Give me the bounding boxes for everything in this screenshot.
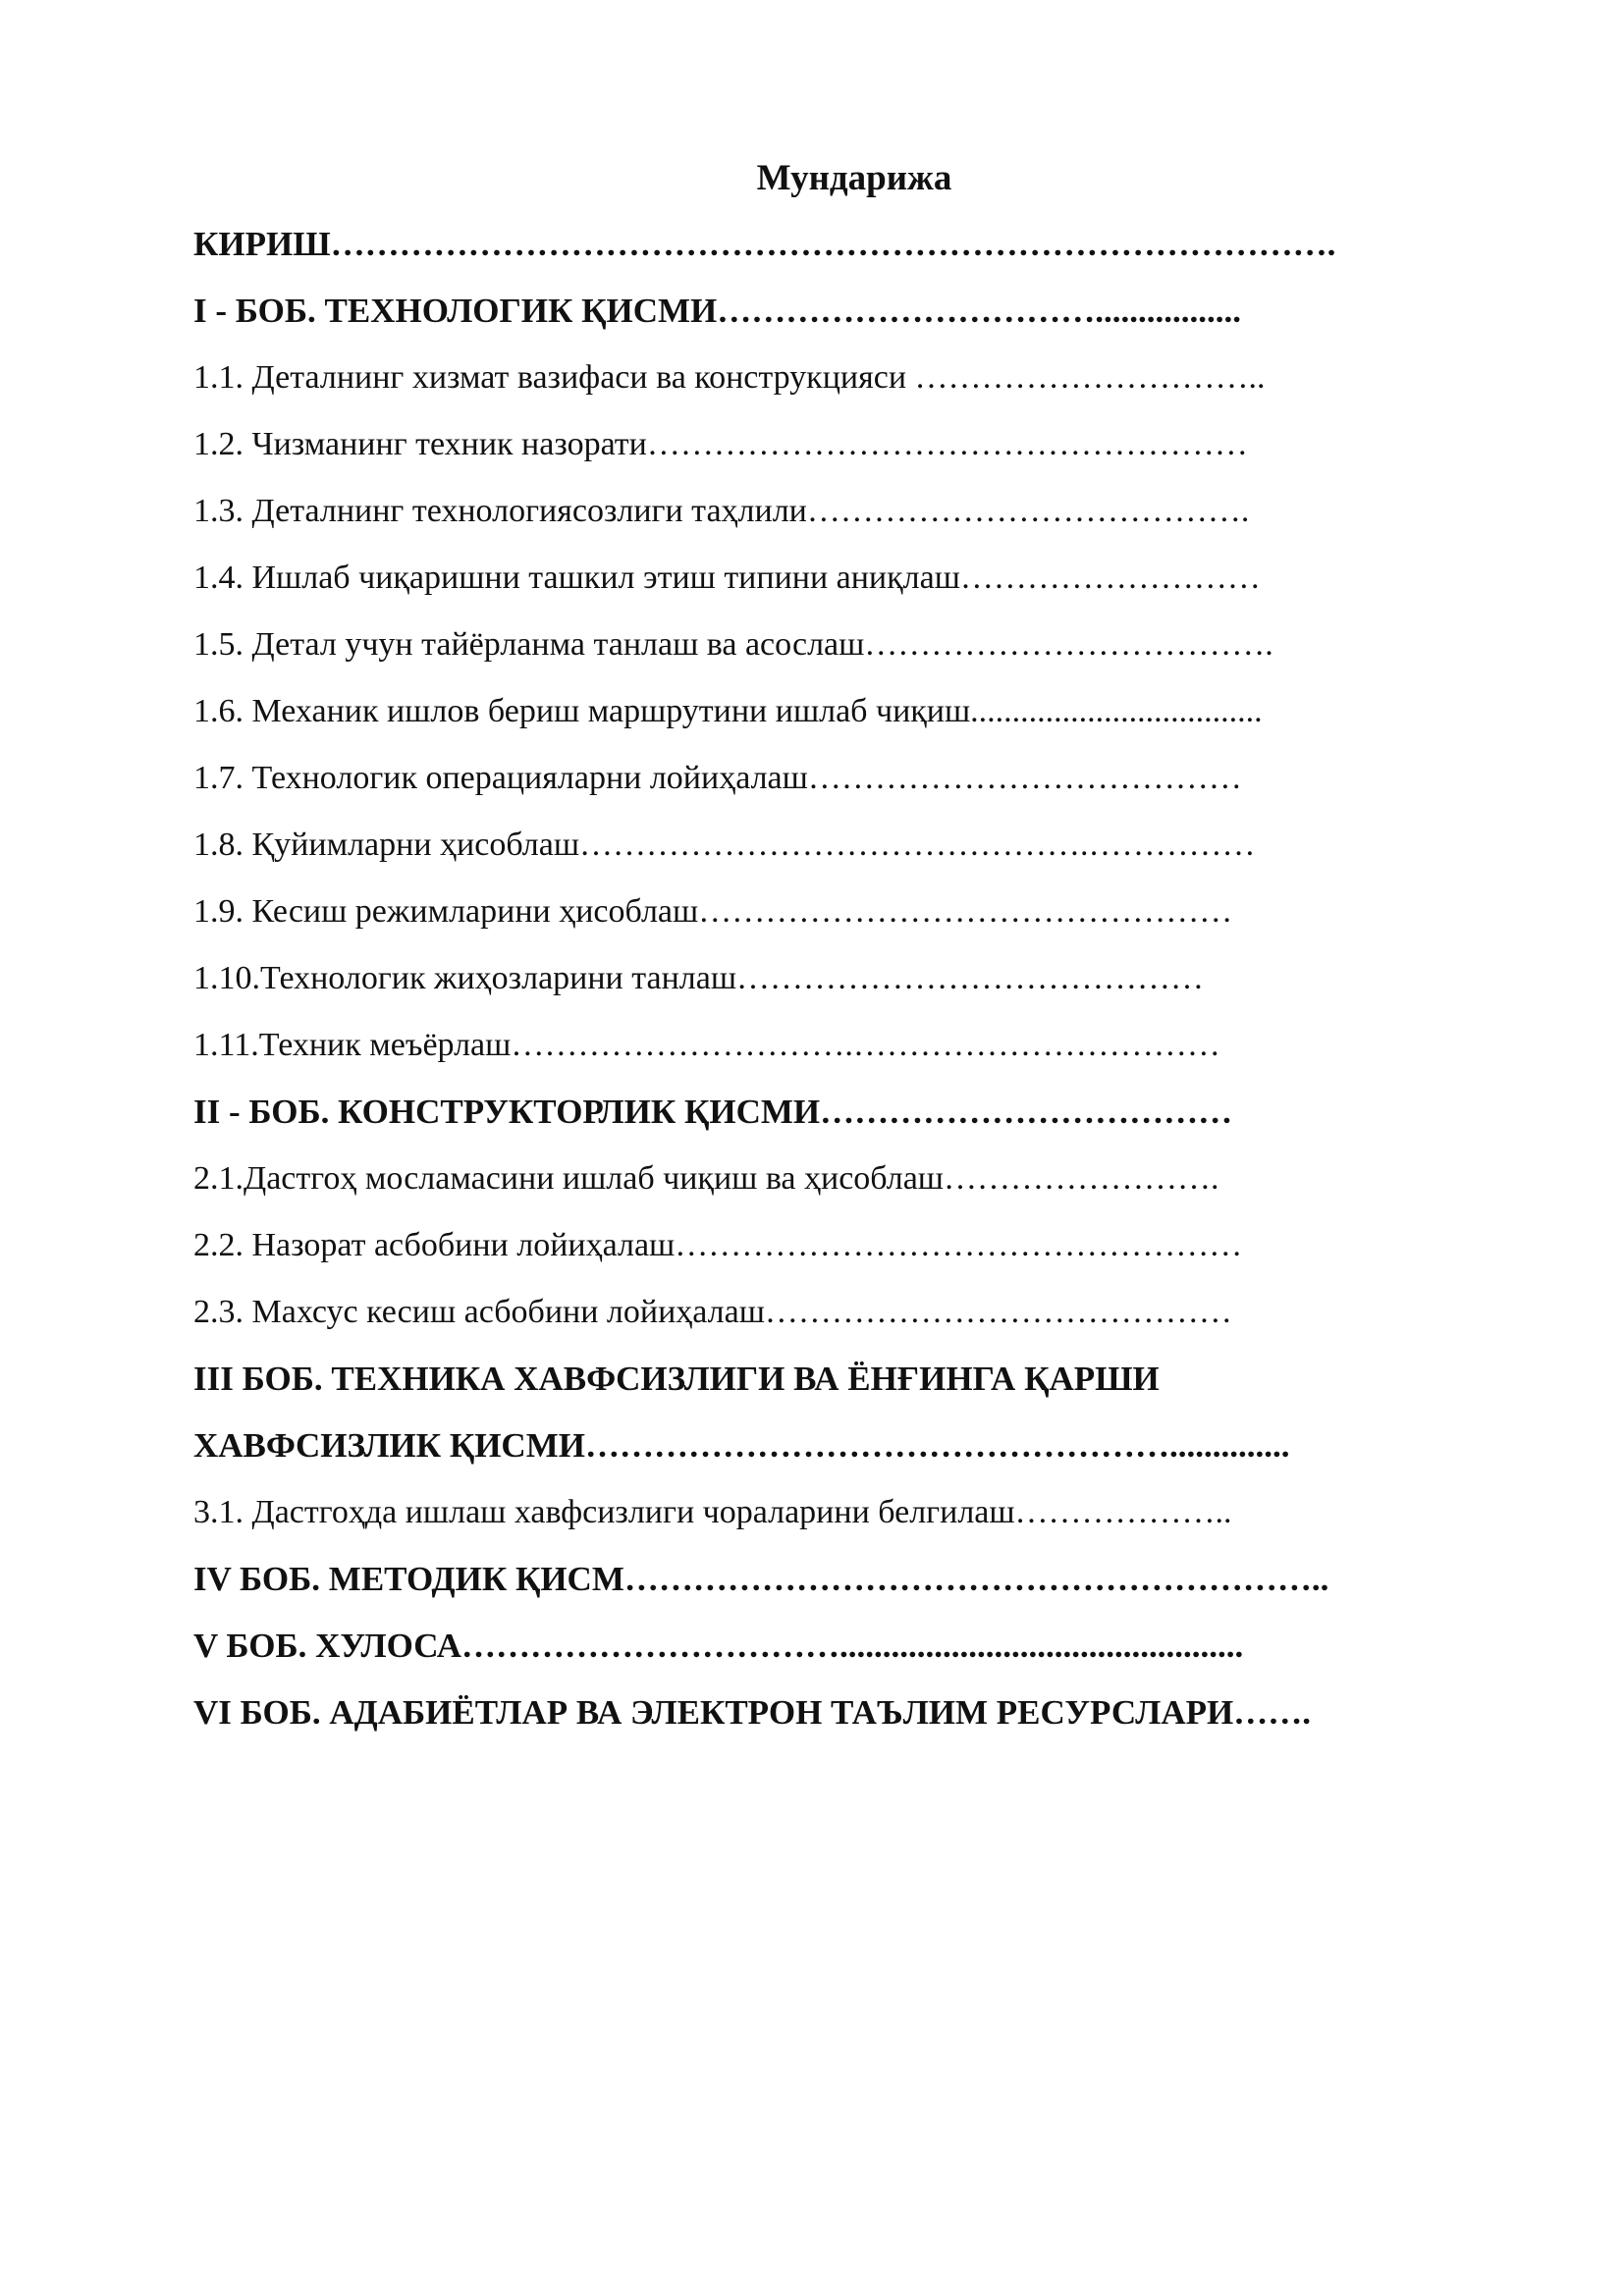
toc-section-line: 2.2. Назорат асбобини лойиҳалаш……………………………………………: [193, 1227, 1243, 1263]
toc-section-line: 1.5. Детал учун тайёрланма танлаш ва асослаш……………………………….: [193, 626, 1273, 663]
toc-section-line: 1.6. Механик ишлов бериш маршрутини ишлаб чиқиш...................................: [193, 693, 1263, 729]
toc-chapter-line: I - БОБ. ТЕХНОЛОГИК ҚИСМИ…………………………….................: [193, 292, 1242, 330]
toc-list: [193, 221, 1489, 1756]
toc-section-line: 1.11.Техник меъёрлаш………………………….……………………………: [193, 1027, 1220, 1063]
toc-chapter-line: II - БОБ. КОНСТРУКТОРЛИК ҚИСМИ………………………………: [193, 1093, 1233, 1131]
toc-section-line: 1.8. Қуйимларни ҳисоблаш……………………………………….……………: [193, 827, 1256, 863]
toc-chapter-line: V БОБ. ХУЛОСА……………………………...............................................: [193, 1627, 1244, 1665]
toc-chapter-line: ХАВФСИЗЛИК ҚИСМИ……………………………………………..............: [193, 1426, 1290, 1465]
toc-chapter-line: III БОБ. ТЕХНИКА ХАВФСИЗЛИГИ ВА ЁНҒИНГА ҚАРШИ: [193, 1360, 1160, 1398]
toc-section-line: 3.1. Дастгоҳда ишлаш хавфсизлиги чораларини белгилаш………………..: [193, 1494, 1232, 1530]
toc-section-line: 2.1.Дастгоҳ мосламасини ишлаб чиқиш ва ҳисоблаш…………………….: [193, 1160, 1219, 1197]
toc-section-line: 2.3. Махсус кесиш асбобини лойиҳалаш……………………………………: [193, 1294, 1232, 1330]
toc-title: Мундарижа: [756, 158, 952, 198]
toc-section-line: 1.10.Технологик жиҳозларини танлаш……………………………………: [193, 960, 1205, 996]
toc-section-line: 1.7. Технологик операцияларни лойиҳалаш…………………………………: [193, 760, 1242, 796]
toc-section-line: 1.1. Деталнинг хизмат вазифаси ва конструкцияси …………………………..: [193, 359, 1266, 396]
toc-chapter-line: КИРИШ…………………………………………………………………………….: [193, 225, 1336, 263]
toc-section-line: 1.3. Деталнинг технологиясозлиги таҳлили………………………………….: [193, 493, 1250, 529]
toc-section-line: 1.4. Ишлаб чиқаришни ташкил этиш типини аниқлаш………………………: [193, 560, 1261, 596]
toc-section-line: 1.2. Чизманинг техник назорати………………………………………………: [193, 426, 1248, 462]
toc-chapter-line: VI БОБ. АДАБИЁТЛАР ВА ЭЛЕКТРОН ТАЪЛИМ РЕСУРСЛАРИ…….: [193, 1693, 1311, 1732]
toc-chapter-line: IV БОБ. МЕТОДИК ҚИСМ……………………………………………………..: [193, 1560, 1329, 1598]
toc-section-line: 1.9. Кесиш режимларини ҳисоблаш…………………………………………: [193, 893, 1233, 930]
